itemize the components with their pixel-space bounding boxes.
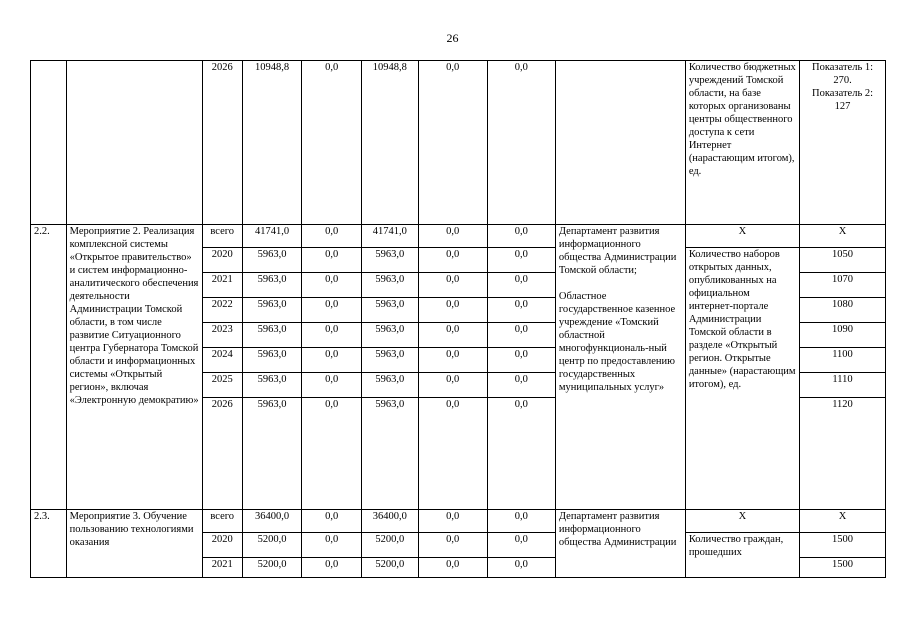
- cell-federal: 0,0: [302, 248, 362, 273]
- cell-regional: 5963,0: [362, 373, 419, 398]
- cell-total: 41741,0: [242, 225, 302, 248]
- cell-federal: 0,0: [302, 61, 362, 225]
- cell-num: [31, 61, 67, 225]
- cell-federal: 0,0: [302, 510, 362, 533]
- indicator-value-1: Показатель 1: 270.: [811, 62, 874, 86]
- cell-regional: 5963,0: [362, 248, 419, 273]
- cell-indicator-value: 1110: [800, 373, 886, 398]
- cell-local: 0,0: [418, 225, 487, 248]
- cell-regional: 5200,0: [362, 533, 419, 558]
- measure-executor: Департамент развития информационного общества Администрации: [555, 510, 685, 578]
- cell-local: 0,0: [418, 298, 487, 323]
- cell-federal: 0,0: [302, 348, 362, 373]
- cell-regional: 41741,0: [362, 225, 419, 248]
- indicator-x: X: [685, 510, 799, 533]
- cell-local: 0,0: [418, 373, 487, 398]
- cell-regional: 5200,0: [362, 558, 419, 578]
- cell-executor: [555, 61, 685, 225]
- measure-name: Мероприятие 2. Реализация комплексной системы «Открытое правительство» и систем информационно-аналитического обеспечения деятельности Администрации Томской области, в том числе развитие Ситуационного центра Губернатора Томской области и информационных системы «Открытый регион», включая «Электронную демократию»: [66, 225, 202, 510]
- cell-regional: 5963,0: [362, 323, 419, 348]
- cell-total: 5963,0: [242, 398, 302, 510]
- cell-external: 0,0: [487, 298, 555, 323]
- cell-indicator: Количество бюджетных учреждений Томской области, на базе которых организованы центры общественного доступа к сети Интернет (нарастающим итогом), ед.: [685, 61, 799, 225]
- cell-year: 2026: [202, 398, 242, 510]
- cell-federal: 0,0: [302, 273, 362, 298]
- cell-total: 10948,8: [242, 61, 302, 225]
- cell-external: 0,0: [487, 533, 555, 558]
- cell-total: 5963,0: [242, 298, 302, 323]
- cell-external: 0,0: [487, 558, 555, 578]
- cell-total: 5963,0: [242, 373, 302, 398]
- cell-local: 0,0: [418, 558, 487, 578]
- cell-total: 5963,0: [242, 323, 302, 348]
- cell-regional: 5963,0: [362, 398, 419, 510]
- cell-external: 0,0: [487, 248, 555, 273]
- cell-regional: 10948,8: [362, 61, 419, 225]
- cell-regional: 5963,0: [362, 298, 419, 323]
- measure-number: 2.2.: [31, 225, 67, 510]
- executor-1: Департамент развития информационного общества Администрации Томской области;: [558, 226, 677, 276]
- cell-federal: 0,0: [302, 298, 362, 323]
- cell-federal: 0,0: [302, 323, 362, 348]
- cell-total: 5963,0: [242, 348, 302, 373]
- cell-indicator-value: [800, 61, 886, 225]
- cell-year: 2021: [202, 273, 242, 298]
- cell-indicator-value: X: [800, 225, 886, 248]
- cell-year: 2023: [202, 323, 242, 348]
- cell-indicator-value: 1090: [800, 323, 886, 348]
- measure-indicator: Количество наборов открытых данных, опубликованных на официальном интернет-портале Администрации Томской области в разделе «Открытый регион. Открытые данные» (нарастающим итогом), ед.: [685, 248, 799, 510]
- measure-number: 2.3.: [31, 510, 67, 578]
- cell-year: 2022: [202, 298, 242, 323]
- cell-year: 2024: [202, 348, 242, 373]
- cell-local: 0,0: [418, 510, 487, 533]
- table-row: [31, 61, 886, 225]
- cell-local: 0,0: [418, 533, 487, 558]
- cell-year: всего: [202, 225, 242, 248]
- cell-external: 0,0: [487, 225, 555, 248]
- cell-local: 0,0: [418, 323, 487, 348]
- cell-indicator-value: 1100: [800, 348, 886, 373]
- cell-external: 0,0: [487, 510, 555, 533]
- cell-regional: 36400,0: [362, 510, 419, 533]
- cell-indicator-value: 1070: [800, 273, 886, 298]
- cell-total: 36400,0: [242, 510, 302, 533]
- cell-total: 5200,0: [242, 558, 302, 578]
- cell-local: 0,0: [418, 273, 487, 298]
- cell-external: 0,0: [487, 373, 555, 398]
- cell-indicator-value: 1500: [800, 558, 886, 578]
- cell-external: 0,0: [487, 323, 555, 348]
- cell-local: 0,0: [418, 248, 487, 273]
- cell-external: 0,0: [487, 61, 555, 225]
- cell-federal: 0,0: [302, 398, 362, 510]
- cell-indicator-value: X: [800, 510, 886, 533]
- cell-federal: 0,0: [302, 558, 362, 578]
- cell-total: 5200,0: [242, 533, 302, 558]
- cell-year: 2025: [202, 373, 242, 398]
- cell-year: 2021: [202, 558, 242, 578]
- page-number: 26: [446, 31, 459, 45]
- cell-indicator-value: 1120: [800, 398, 886, 510]
- cell-indicator-value: 1050: [800, 248, 886, 273]
- table-row: [31, 510, 886, 533]
- measure-indicator: Количество граждан, прошедших: [685, 533, 799, 578]
- measure-name: Мероприятие 3. Обучение пользованию технологиями оказания: [66, 510, 202, 578]
- cell-federal: 0,0: [302, 373, 362, 398]
- cell-local: 0,0: [418, 398, 487, 510]
- cell-local: 0,0: [418, 61, 487, 225]
- cell-total: 5963,0: [242, 248, 302, 273]
- cell-total: 5963,0: [242, 273, 302, 298]
- cell-external: 0,0: [487, 273, 555, 298]
- executor-2: Областное государственное казенное учреждение «Томский областной многофункциональ-ный центр по предоставлению государственных муниципальных услуг»: [558, 291, 676, 393]
- cell-federal: 0,0: [302, 533, 362, 558]
- cell-name: [66, 61, 202, 225]
- cell-external: 0,0: [487, 398, 555, 510]
- program-table: [30, 60, 886, 578]
- cell-indicator-value: 1500: [800, 533, 886, 558]
- indicator-value-2: Показатель 2: 127: [811, 88, 874, 112]
- cell-regional: 5963,0: [362, 348, 419, 373]
- table-row: [31, 225, 886, 248]
- cell-year: 2020: [202, 533, 242, 558]
- cell-federal: 0,0: [302, 225, 362, 248]
- cell-external: 0,0: [487, 348, 555, 373]
- cell-year: всего: [202, 510, 242, 533]
- cell-year: 2026: [202, 61, 242, 225]
- cell-year: 2020: [202, 248, 242, 273]
- indicator-x: X: [685, 225, 799, 248]
- cell-indicator-value: 1080: [800, 298, 886, 323]
- cell-regional: 5963,0: [362, 273, 419, 298]
- cell-local: 0,0: [418, 348, 487, 373]
- measure-executor: [555, 225, 685, 510]
